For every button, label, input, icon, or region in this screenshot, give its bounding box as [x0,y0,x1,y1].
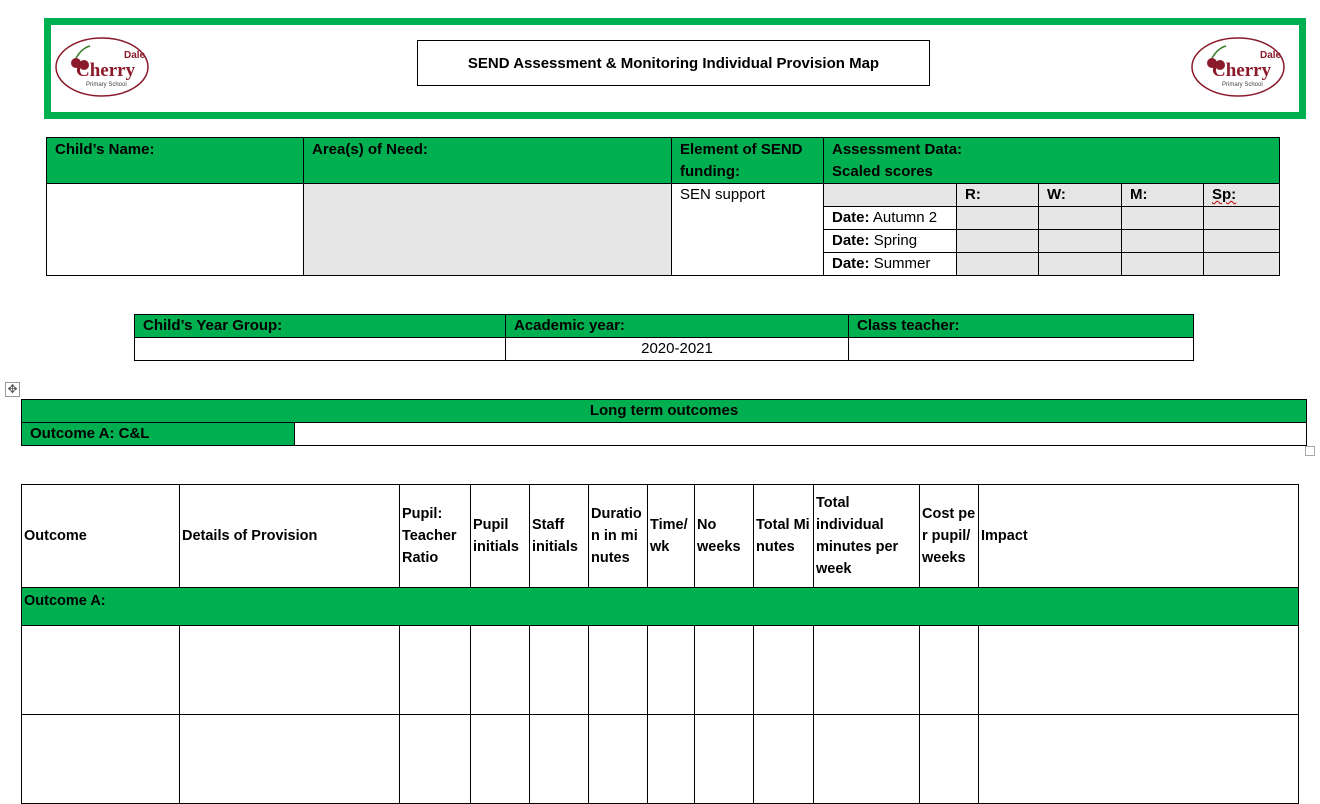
outcome-a-field[interactable] [295,423,1307,446]
childs-name-field[interactable] [47,184,304,276]
cell[interactable] [530,715,589,804]
score-cell[interactable] [1122,253,1204,276]
svg-text:Dale: Dale [124,50,146,61]
cell[interactable] [814,715,920,804]
assessment-data-label: Assessment Data: Scaled scores [824,138,1280,184]
class-teacher-field[interactable] [849,338,1194,361]
outcome-a-label: Outcome A: C&L [22,423,295,446]
cell[interactable] [754,626,814,715]
cell[interactable] [180,715,400,804]
send-funding-label: Element of SEND funding: [672,138,824,184]
cell[interactable] [530,626,589,715]
score-cell[interactable] [957,253,1039,276]
header-no-weeks: No weeks [695,485,754,588]
area-of-need-label: Area(s) of Need: [304,138,672,184]
cell[interactable] [754,715,814,804]
cell[interactable] [648,715,695,804]
header-duration: Duration in minutes [589,485,648,588]
date-row-spring: Date: Spring [824,230,957,253]
table-move-handle-icon[interactable]: ✥ [5,382,20,397]
svg-text:Dale: Dale [1260,50,1282,61]
year-group-table [134,314,1194,361]
cell[interactable] [695,715,754,804]
score-cell[interactable] [1122,207,1204,230]
score-col-writing: W: [1039,184,1122,207]
cell[interactable] [695,626,754,715]
year-group-field[interactable] [135,338,506,361]
header-cost: Cost per pupil/weeks [920,485,979,588]
cell[interactable] [920,715,979,804]
provision-row [22,715,1299,804]
long-term-outcomes-table [21,399,1307,446]
score-cell[interactable] [1039,230,1122,253]
header-details: Details of Provision [180,485,400,588]
score-cell[interactable] [1204,207,1280,230]
score-col-reading: R: [957,184,1039,207]
score-col-spelling: Sp: [1204,184,1280,207]
document-title: SEND Assessment & Monitoring Individual Provision Map [417,40,930,86]
academic-year-value[interactable]: 2020-2021 [506,338,849,361]
provision-table [21,484,1299,804]
date-row-autumn: Date: Autumn 2 [824,207,957,230]
cell[interactable] [589,715,648,804]
send-funding-value[interactable]: SEN support [672,184,824,276]
cell[interactable] [979,626,1299,715]
score-cell[interactable] [957,230,1039,253]
score-cell[interactable] [957,207,1039,230]
cell[interactable] [648,626,695,715]
score-cell[interactable] [1039,207,1122,230]
cell[interactable] [22,715,180,804]
childs-name-label: Child’s Name: [47,138,304,184]
child-info-table [46,137,1280,276]
cell[interactable] [180,626,400,715]
score-cell[interactable] [1204,230,1280,253]
cell[interactable] [814,626,920,715]
score-cell[interactable] [1039,253,1122,276]
year-group-label: Child’s Year Group: [135,315,506,338]
header-impact: Impact [979,485,1299,588]
score-col-maths: M: [1122,184,1204,207]
cell[interactable] [979,715,1299,804]
area-of-need-field[interactable] [304,184,672,276]
school-logo-left [54,36,150,98]
header-pupil-initials: Pupil initials [471,485,530,588]
cell[interactable] [400,626,471,715]
cell[interactable] [471,715,530,804]
academic-year-label: Academic year: [506,315,849,338]
provision-row [22,626,1299,715]
header-time-wk: Time/wk [648,485,695,588]
score-cell[interactable] [1122,230,1204,253]
score-corner-cell [824,184,957,207]
header-staff-initials: Staff initials [530,485,589,588]
svg-text:Cherry: Cherry [76,60,136,81]
svg-text:Primary School: Primary School [1222,82,1263,88]
svg-text:Primary School: Primary School [86,82,127,88]
school-logo-right [1190,36,1286,98]
header-total-minutes: Total Minutes [754,485,814,588]
cell[interactable] [400,715,471,804]
class-teacher-label: Class teacher: [849,315,1194,338]
table-resize-handle[interactable] [1305,446,1315,456]
svg-text:Cherry: Cherry [1212,60,1272,81]
header-ratio: Pupil: Teacher Ratio [400,485,471,588]
score-cell[interactable] [1204,253,1280,276]
cell[interactable] [920,626,979,715]
cell[interactable] [22,626,180,715]
header-outcome: Outcome [22,485,180,588]
cell[interactable] [471,626,530,715]
cell[interactable] [589,626,648,715]
date-row-summer: Date: Summer [824,253,957,276]
outcome-a-row: Outcome A: [22,588,1299,626]
header-total-individual: Total individual minutes per week [814,485,920,588]
long-term-outcomes-title: Long term outcomes [22,400,1307,423]
